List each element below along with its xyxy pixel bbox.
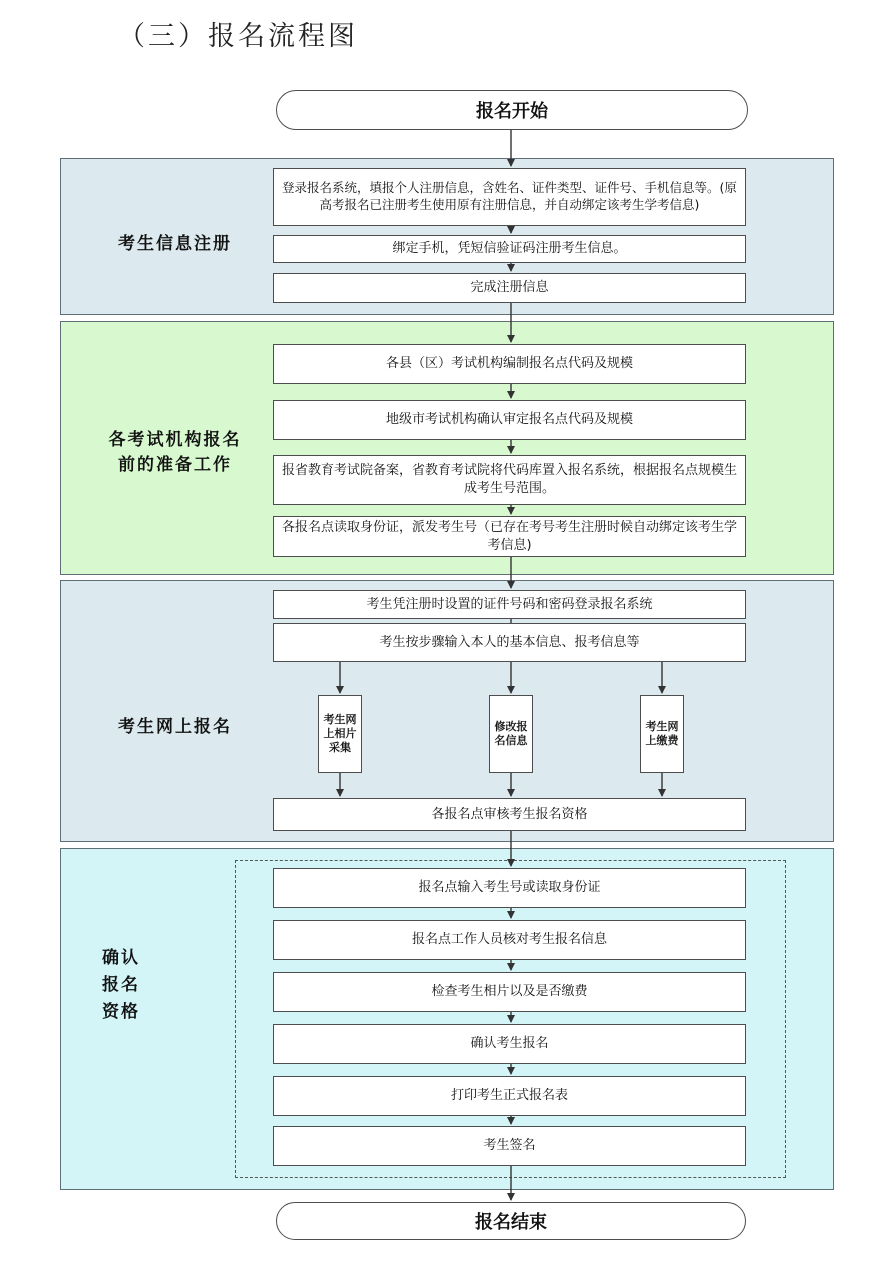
section-registration-label: 考生信息注册 [118, 234, 232, 254]
section-confirm-label-line1: 确认 [102, 948, 140, 968]
step-enter-info: 考生按步骤输入本人的基本信息、报考信息等 [273, 623, 746, 662]
end-terminal: 报名结束 [276, 1202, 746, 1240]
section-confirm-label [81, 945, 161, 1027]
step-login-system: 考生凭注册时设置的证件号码和密码登录报名系统 [273, 590, 746, 619]
step-input-exam-number: 报名点输入考生号或读取身份证 [273, 868, 746, 908]
step-verify-info: 报名点工作人员核对考生报名信息 [273, 920, 746, 960]
page-title: （三）报名流程图 [118, 21, 358, 52]
step-bind-phone: 绑定手机，凭短信验证码注册考生信息。 [273, 235, 746, 263]
step-province-filing: 报省教育考试院备案，省教育考试院将代码库置入报名系统，根据报名点规模生成考生号范围。 [273, 455, 746, 505]
step-assign-exam-number: 各报名点读取身份证，派发考生号（已存在考号考生注册时候自动绑定该考生学考信息) [273, 516, 746, 557]
step-sign: 考生签名 [273, 1126, 746, 1166]
section-online-registration-label: 考生网上报名 [118, 717, 232, 737]
step-complete-registration: 完成注册信息 [273, 273, 746, 303]
step-review-eligibility: 各报名点审核考生报名资格 [273, 798, 746, 831]
branch-photo-collection: 考生网上相片采集 [318, 695, 362, 773]
section-confirm-label-line2: 报名 [102, 975, 140, 996]
start-terminal: 报名开始 [276, 90, 748, 130]
step-county-code: 各县（区）考试机构编制报名点代码及规模 [273, 344, 746, 384]
section-confirm-label-line3: 资格 [102, 1002, 140, 1023]
section-preparation-label [75, 428, 275, 477]
section-preparation-label-line2: 前的准备工作 [118, 454, 232, 475]
branch-modify-info: 修改报名信息 [489, 695, 533, 773]
step-login-register: 登录报名系统，填报个人注册信息，含姓名、证件类型、证件号、手机信息等。(原高考报名已注册考生使用原有注册信息，并自动绑定该考生学考信息) [273, 168, 746, 226]
step-city-confirm: 地级市考试机构确认审定报名点代码及规模 [273, 400, 746, 440]
branch-online-payment: 考生网上缴费 [640, 695, 684, 773]
section-preparation-label-line1: 各考试机构报名 [108, 430, 242, 450]
step-confirm-registration: 确认考生报名 [273, 1024, 746, 1064]
step-check-photo-payment: 检查考生相片以及是否缴费 [273, 972, 746, 1012]
step-print-form: 打印考生正式报名表 [273, 1076, 746, 1116]
